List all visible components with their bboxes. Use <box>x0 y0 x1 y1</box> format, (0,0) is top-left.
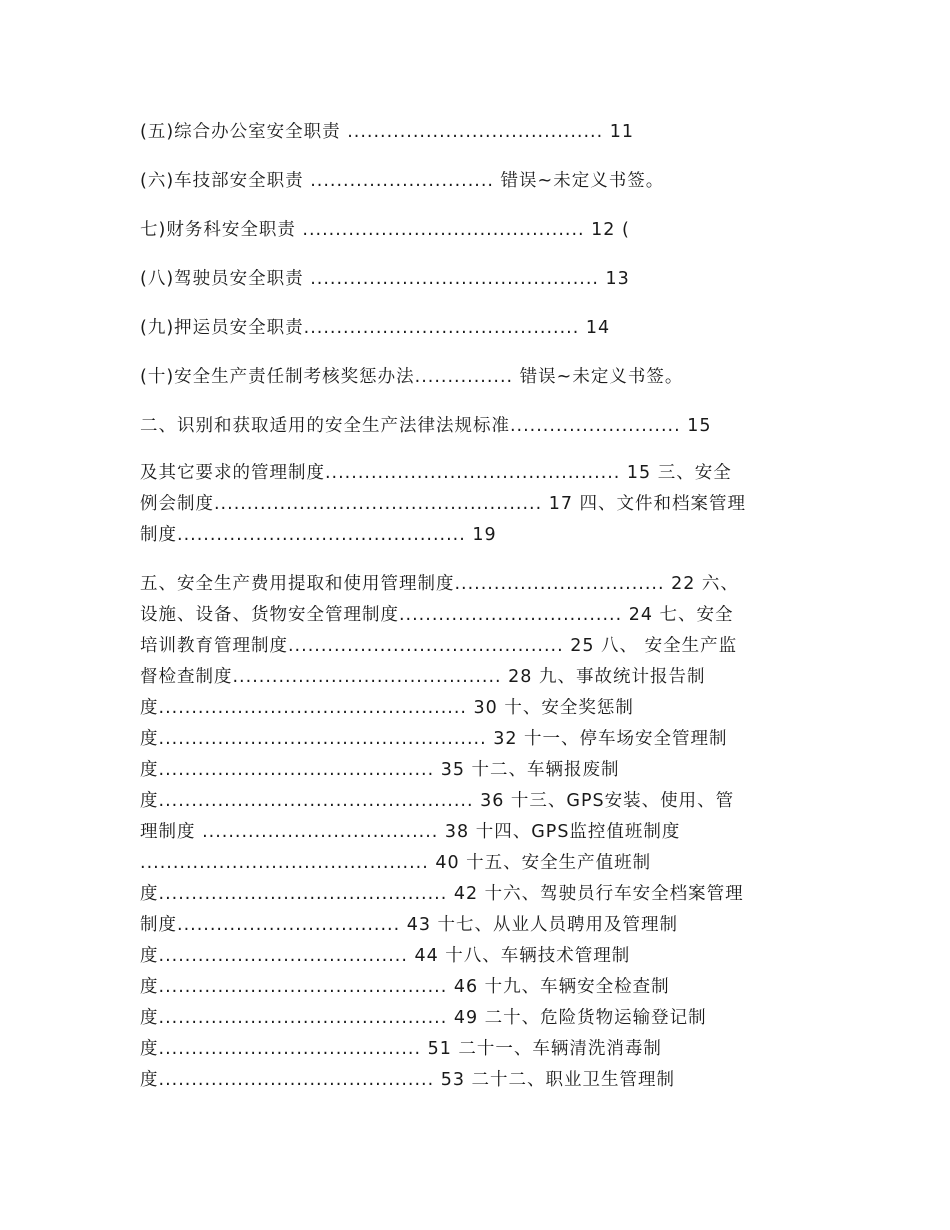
toc-entry[interactable]: (六)车技部安全职责 ............................ 错误~未定义书签。 <box>140 171 665 191</box>
toc-line[interactable]: 理制度 .................................... 38 十四、GPS监控值班制度 <box>140 822 681 842</box>
toc-line[interactable]: ............................................ 40 十五、安全生产值班制 <box>140 853 652 873</box>
toc-line[interactable]: 设施、设备、货物安全管理制度.................................. 24 七、安全 <box>140 605 734 625</box>
toc-line[interactable]: 制度............................................ 19 <box>140 525 497 545</box>
toc-entry[interactable]: (五)综合办公室安全职责 ....................................... 11 <box>140 122 634 142</box>
toc-line[interactable]: 度.................................................. 32 十一、停车场安全管理制 <box>140 729 728 749</box>
toc-line[interactable]: 培训教育管理制度.......................................... 25 八、 安全生产监 <box>140 636 738 656</box>
toc-line[interactable]: 度............................................... 30 十、安全奖惩制 <box>140 698 634 718</box>
toc-line[interactable]: 度.......................................... 35 十二、车辆报废制 <box>140 760 620 780</box>
toc-entry[interactable]: (九)押运员安全职责.......................................... 14 <box>140 318 611 338</box>
toc-line[interactable]: 度.......................................... 53 二十二、职业卫生管理制 <box>140 1070 676 1090</box>
toc-entry[interactable]: 七)财务科安全职责 ........................................... 12 ( <box>140 220 630 240</box>
toc-line[interactable]: 度............................................ 42 十六、驾驶员行车安全档案管理 <box>140 884 744 904</box>
toc-entry[interactable]: 二、识别和获取适用的安全生产法律法规标准.......................... 15 <box>140 416 712 436</box>
toc-entry[interactable]: (八)驾驶员安全职责 ............................................ 13 <box>140 269 630 289</box>
toc-paragraph <box>140 458 805 551</box>
toc-line[interactable]: 度............................................ 46 十九、车辆安全检查制 <box>140 977 670 997</box>
toc-entry[interactable]: (十)安全生产责任制考核奖惩办法............... 错误~未定义书签。 <box>140 367 684 387</box>
toc-line[interactable]: 五、安全生产费用提取和使用管理制度................................ 22 六、 <box>140 574 739 594</box>
toc-line[interactable]: 例会制度.................................................. 17 四、文件和档案管理 <box>140 494 747 514</box>
toc-line[interactable]: 制度.................................. 43 十七、从业人员聘用及管理制 <box>140 915 679 935</box>
toc-line[interactable]: 及其它要求的管理制度............................................. 15 三、安全 <box>140 463 732 483</box>
toc-line[interactable]: 度........................................ 51 二十一、车辆清洗消毒制 <box>140 1039 662 1059</box>
toc-line[interactable]: 督检查制度......................................... 28 九、事故统计报告制 <box>140 667 706 687</box>
toc-line[interactable]: 度............................................ 49 二十、危险货物运输登记制 <box>140 1008 707 1028</box>
table-of-contents <box>140 118 805 1096</box>
toc-line[interactable]: 度................................................ 36 十三、GPS安装、使用、管 <box>140 791 735 811</box>
toc-paragraph <box>140 569 805 1096</box>
toc-line[interactable]: 度...................................... 44 十八、车辆技术管理制 <box>140 946 631 966</box>
